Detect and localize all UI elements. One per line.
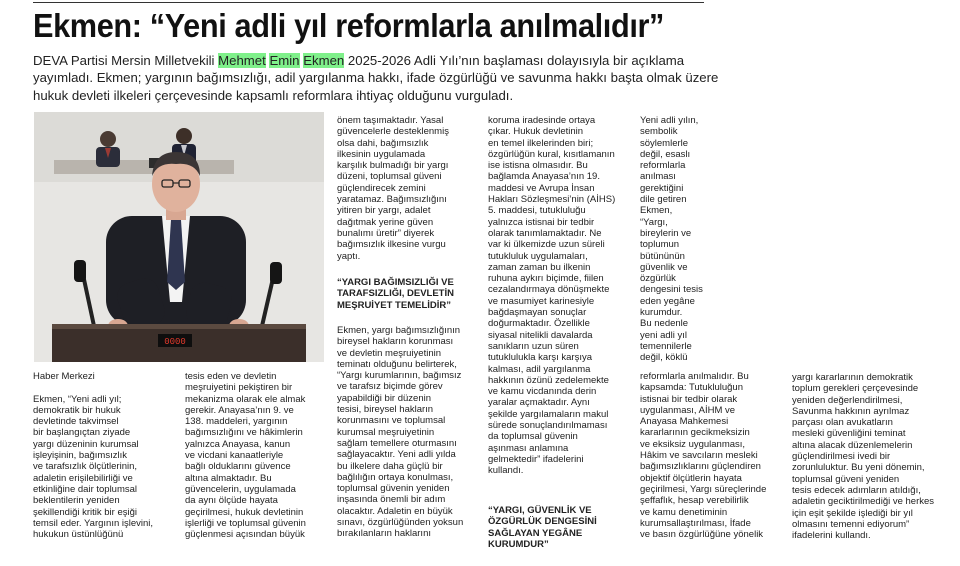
column-2-text: tesis eden ve devletin meşruiyetini pekiştiren bir mekanizma olarak ele almak gerekir. Anayasa’nın 9. ve 138. maddeleri, yargının bağımsızlığını ve hâkimlerin yalnızca Anayasa, kanun ve vicdani kanaatleriyle bağlı olduklarını güvence altına almaktadır. Bu güvencelerin, uygulamada da aynı ölçüde hayata geçirilmesi, hukuk devletinin işlerliği ve toplumsal güvenin güçlenmesi açısından büyük: [185, 371, 306, 541]
article-photo: [34, 112, 324, 362]
podium-timer-display: 0000: [164, 337, 186, 347]
lead-paragraph: [33, 52, 723, 104]
column-6-text: yargı kararlarının demokratik toplum gerekleri çerçevesinde yeniden değerlendirilmesi, Savunma hakkının ayrılmaz parçası olan avukatların mesleki güvenliğini teminat altına alacak düzenlemelerin güçlendirilmesi ivedi bir zorunluluktur. Bu yeni dönemin, toplumsal güveni yeniden tesis edecek adımların atıldığı, adaletin geciktirilmediği ve herkes için eşit şekilde işlediği bir yıl olmasını temenni ediyorum” ifadelerini kullandı.: [792, 372, 935, 542]
podium: [52, 324, 306, 362]
lead-body: 2025-2026 Adli Yılı’nın başlaması dolayısıyla bir açıklama yayımladı. Ekmen; yargının bağımsızlığı, adil yargılanma hakkı, ifade özgürlüğü ve savunma hakkı başta olmak üzere hukuk devleti ilkeleri çerçevesinde kapsamlı reformlara ihtiyaç olduğunu vurguladı.: [33, 53, 719, 103]
headline: Ekmen: “Yeni adli yıl reformlarla anılmalıdır”: [33, 7, 665, 44]
column-3-subheading: “YARGI BAĞIMSIZLIĞI VE TARAFSIZLIĞI, DEVLETİN MEŞRUİYET TEMELİDİR”: [337, 277, 454, 311]
column-3-text-bottom: Ekmen, yargı bağımsızlığının bireysel hakların korunması ve devletin meşruiyetinin teminatı olduğunu belirterek, “Yargı kurumlarının, bağımsız ve tarafsız biçimde görev yapabildiği bir düzenin tesisi, bireysel hakların korunmasını ve toplumsal kurumsal meşruiyetinin sağlam temellere oturmasını sağlayacaktır. Yeni adli yılda bu ilkelere daha güçlü bir bağlılığın ortaya konulması, toplumsal güvenin yeniden inşasında önemli bir adım olacaktır. Adaletin en büyük sınavı, özgürlüğünden yoksun bırakılanların haklarını: [337, 325, 464, 540]
top-rule: [33, 2, 704, 3]
column-4-text: koruma iradesinde ortaya çıkar. Hukuk devletinin en temel ilkelerinden biri; özgürlüğün kural, kısıtlamanın ise istisna olmasıdır. Bu bağlamda Anayasa’nın 19. maddesi ve Avrupa İnsan Hakları Sözleşmesi’nin (AİHS) 5. maddesi, tutukluluğu yalnızca istisnai bir tedbir olarak tanımlamaktadır. Ne var ki ülkemizde uzun süreli tutukluluk uygulamaları, zaman zaman bu ilkenin ruhuna aykırı biçimde, fiilen cezalandırmaya dönüşmekte ve masumiyet karinesiyle bağdaşmayan sonuçlar doğurmaktadır. Özellikle siyasal nitelikli davalarda sanıkların uzun süren tutukluluklа karşı karşıya kalması, adil yargılanma hakkının özünü zedelemekte ve kamu vicdanında derin yaralar açmaktadır. Aynı şekilde yargılamaların makul sürede sonuçlandırılmaması da toplumsal güvenin aşınması anlamına gelmektedir” ifadelerini kullandı.: [488, 115, 616, 477]
parliament-speaker-illustration: [34, 112, 324, 362]
lead-intro: DEVA Partisi Mersin Milletvekili: [33, 53, 219, 68]
column-4-subheading: “YARGI, GÜVENLİK VE ÖZGÜRLÜK DENGESİNİ SAĞLAYAN YEGÂNE KURUMDUR”: [488, 505, 597, 550]
column-3-text-top: önem taşımaktadır. Yasal güvencelerle desteklenmiş olsa dahi, bağımsızlık ilkesinin uygulamada karşılık bulmadığı bir yargı düzeni, toplumsal güveni güçlendirecek zemini yaratamaz. Bağımsızlığını yitiren bir yargı, adalet dağıtmak yerine güven bunalımı üretir” diyerek bağımsızlık ilkesine vurgu yaptı.: [337, 115, 449, 262]
highlight-name-last: Ekmen: [303, 53, 345, 68]
column-1-text: Haber Merkezi Ekmen, “Yeni adli yıl; demokratik bir hukuk devletinde takvimsel bir başlangıçtan ziyade yargı düzeninin kurumsal işleyişinin, bağımsızlık ve tarafsızlık ölçütlerinin, adaletin erişilebilirliği ve etkinliğine dair toplumsal beklentilerin yeniden şekillendiği kritik bir eşiği temsil eder. Yargının işlevini, hukukun üstünlüğünü: [33, 371, 154, 541]
column-5-text-bottom: reformlarla anılmalıdır. Bu kapsamda: Tutukluluğun istisnai bir tedbir olarak uygulanması, AİHM ve Anayasa Mahkemesi kararlarının gecikmeksizin ve eksiksiz uygulanması, Hâkim ve savcıların mesleki bağımsızlıklarını güçlendiren objektif ölçütlerin hayata geçirilmesi, Yargı süreçlerinde şeffaflık, hesap verebilirlik ve kamu denetiminin kurumsallaştırılması, İfade ve basın özgürlüğüne yönelik: [640, 371, 767, 541]
highlight-name-first: Mehmet: [218, 53, 266, 68]
column-5-text-narrow: Yeni adli yılın, sembolik söylemlerle değil, esaslı reformlarla anılması gerektiğini dile getiren Ekmen, “Yargı, bireylerin ve toplumun bütününün güvenlik ve özgürlük dengesini tesis eden yegâne kurumdur. Bu nedenle yeni adli yıl temennilerle değil, köklü: [640, 115, 703, 364]
highlight-name-middle: Emin: [269, 53, 300, 68]
